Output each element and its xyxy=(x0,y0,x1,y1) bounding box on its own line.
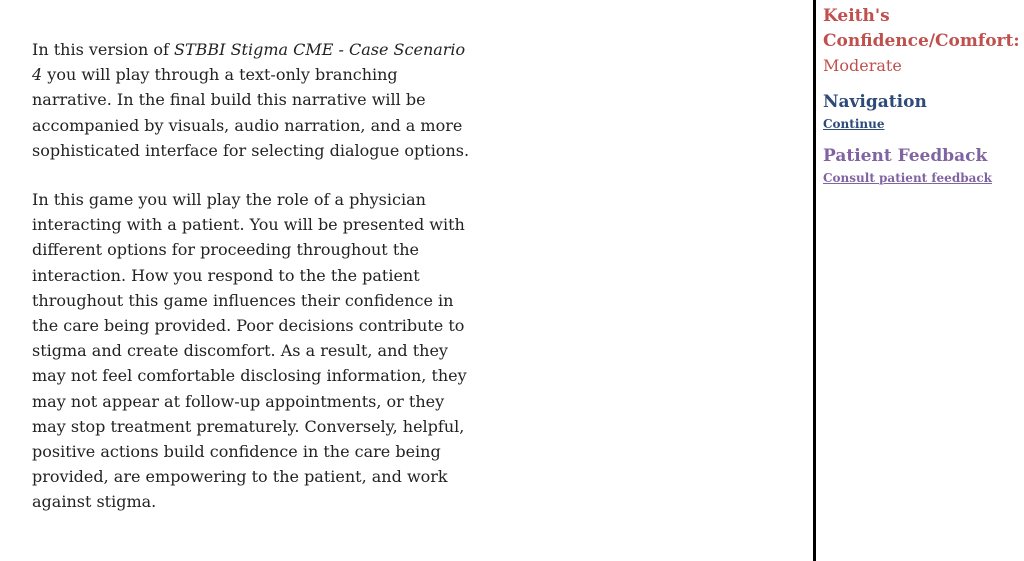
navigation-heading: Navigation xyxy=(823,92,927,112)
intro-paragraph-2: In this game you will play the role of a physician interacting with a patient. You will be presented with different options for proceeding throughout the interaction. How you respond to the the patient throughout this game influences their confidence in the care being provided. Poor decisions contribute to stigma and create discomfort. As a result, and they may not feel comfortable disclosing information, they may not appear at follow-up appointments, or they may stop treatment prematurely. Conversely, helpful, positive actions build confidence in the care being provided, are empowering to the patient, and work against stigma. xyxy=(32,190,467,512)
consult-feedback-link[interactable]: Consult patient feedback xyxy=(823,171,992,185)
patient-feedback-heading: Patient Feedback xyxy=(823,146,988,166)
intro-text-before: In this version of xyxy=(32,40,175,59)
game-title: STBBI Stigma CME - Case Scenario 4 xyxy=(32,40,466,85)
continue-link[interactable]: Continue xyxy=(823,117,885,131)
intro-paragraph-1 xyxy=(32,37,472,163)
intro-text-after: you will play through a text-only branching narrative. In the final build this narrative will be accompanied by visuals, audio narration, and a more sophisticated interface for selecting dialogue options. xyxy=(32,65,470,160)
narrative-panel xyxy=(32,37,472,539)
confidence-title xyxy=(823,4,1023,54)
confidence-title-line-1: Keith's xyxy=(823,6,890,26)
confidence-title-line-2: Confidence/Comfort: xyxy=(823,31,1020,51)
sidebar-divider xyxy=(813,0,816,561)
sidebar xyxy=(823,4,1023,186)
confidence-value: Moderate xyxy=(823,56,902,75)
